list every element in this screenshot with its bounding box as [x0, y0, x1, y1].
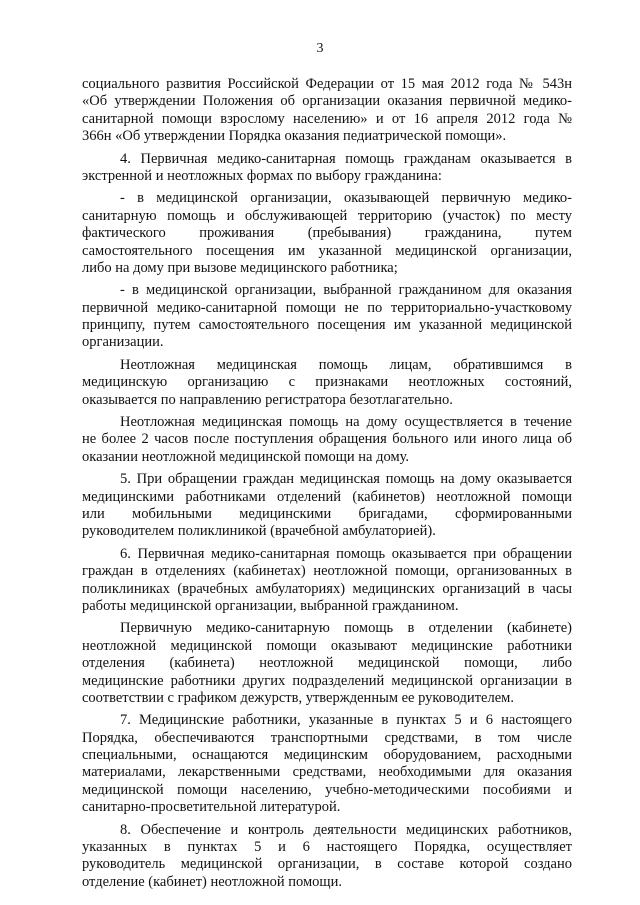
- text-line: работы медицинской организации, выбранной гражданином.: [82, 597, 459, 614]
- text-line: 6. Первичная медико-санитарная помощь оказывается при обращении: [120, 545, 572, 562]
- document-body: [82, 76, 572, 891]
- text-line: оказывается по направлению регистратора безотлагательно.: [82, 391, 453, 408]
- text-line: неотложной медицинской помощи оказывают медицинские работники: [82, 637, 572, 654]
- text-line: граждан в отделениях (кабинетах) неотложной помощи, организованных в: [82, 563, 572, 580]
- paragraph-item-4: [82, 151, 572, 186]
- text-line: медицинскую организацию с признаками неотложных состояний,: [82, 374, 572, 391]
- text-line: медицинские работники других подразделений медицинской организации в: [82, 672, 572, 689]
- text-line: отделение (кабинет) неотложной помощи.: [82, 873, 342, 890]
- page-number: 3: [316, 41, 324, 56]
- text-line: специальными, оснащаются медицинским оборудованием, расходными: [82, 747, 572, 764]
- text-line: социального развития Российской Федерации от 15 мая 2012 года № 543н: [82, 76, 572, 92]
- paragraph-urgent-1: [82, 357, 572, 409]
- text-line: Неотложная медицинская помощь на дому осуществляется в течение: [120, 414, 572, 431]
- text-line: самостоятельного посещения им указанной медицинской организации,: [82, 242, 572, 259]
- text-line: 8. Обеспечение и контроль деятельности медицинских работников,: [120, 821, 572, 838]
- text-line: материалами, лекарственными средствами, необходимыми для оказания: [82, 764, 572, 781]
- text-line: принципу, путем самостоятельного посещения им указанной медицинской: [82, 317, 572, 334]
- paragraph-urgent-2: [82, 414, 572, 466]
- paragraph-item-4-bullet-1: [82, 190, 572, 277]
- paragraph-item-7: [82, 712, 572, 816]
- text-line: 5. При обращении граждан медицинская помощь на дому оказывается: [120, 471, 572, 488]
- text-line: руководителем поликлиникой (врачебной амбулаторией).: [82, 523, 436, 540]
- text-line: руководитель медицинской организации, в составе которой создано: [82, 856, 572, 873]
- paragraph-item-5: [82, 471, 572, 541]
- text-line: экстренной и неотложных формах по выбору гражданина:: [82, 167, 442, 184]
- text-line: санитарную помощь и обслуживающей территорию (участок) по месту: [82, 207, 572, 224]
- text-line: медицинской помощи населению, учебно-методическими пособиями и: [82, 781, 572, 798]
- paragraph-item-6: [82, 546, 572, 616]
- text-line: фактического проживания (пребывания) гражданина, путем: [82, 225, 572, 242]
- text-line: - в медицинской организации, выбранной гражданином для оказания: [120, 282, 572, 299]
- text-line: либо на дому при вызове медицинского работника;: [82, 259, 398, 276]
- text-line: 366н «Об утверждении Порядка оказания педиатрической помощи».: [82, 128, 507, 145]
- paragraph-continuation: [82, 76, 572, 146]
- text-line: Неотложная медицинская помощь лицам, обратившимся в: [120, 356, 572, 373]
- text-line: Первичную медико-санитарную помощь в отделении (кабинете): [120, 620, 572, 637]
- text-line: оказании неотложной медицинской помощи на дому.: [82, 448, 410, 465]
- text-line: или мобильными медицинскими бригадами, сформированными: [82, 505, 572, 522]
- text-line: «Об утверждении Положения об организации оказания первичной медико-: [82, 93, 572, 110]
- text-line: отделения (кабинета) неотложной медицинской помощи, либо: [82, 655, 572, 672]
- text-line: указанных в пунктах 5 и 6 настоящего Порядка, осуществляет: [82, 839, 572, 856]
- text-line: организации.: [82, 334, 164, 351]
- paragraph-item-8: [82, 822, 572, 892]
- text-line: соответствии с графиком дежурств, утвержденным ее руководителем.: [82, 689, 514, 706]
- text-line: санитарно-просветительной литературой.: [82, 799, 341, 816]
- text-line: не более 2 часов после поступления обращения больного или иного лица об: [82, 431, 572, 448]
- text-line: 4. Первичная медико-санитарная помощь гражданам оказывается в: [120, 150, 572, 167]
- paragraph-item-6-staff: [82, 620, 572, 707]
- text-line: первичной медико-санитарной помощи не по территориально-участковому: [82, 299, 572, 316]
- text-line: санитарной помощи взрослому населению» и от 16 апреля 2012 года №: [82, 110, 572, 127]
- text-line: - в медицинской организации, оказывающей первичную медико-: [120, 190, 572, 207]
- text-line: поликлиниках (врачебных амбулаториях) медицинских организаций в часы: [82, 580, 572, 597]
- paragraph-item-4-bullet-2: [82, 282, 572, 352]
- text-line: 7. Медицинские работники, указанные в пунктах 5 и 6 настоящего: [120, 712, 572, 729]
- text-line: Порядка, обеспечиваются транспортными средствами, в том числе: [82, 729, 572, 746]
- text-line: медицинскими работниками отделений (кабинетов) неотложной помощи: [82, 488, 572, 505]
